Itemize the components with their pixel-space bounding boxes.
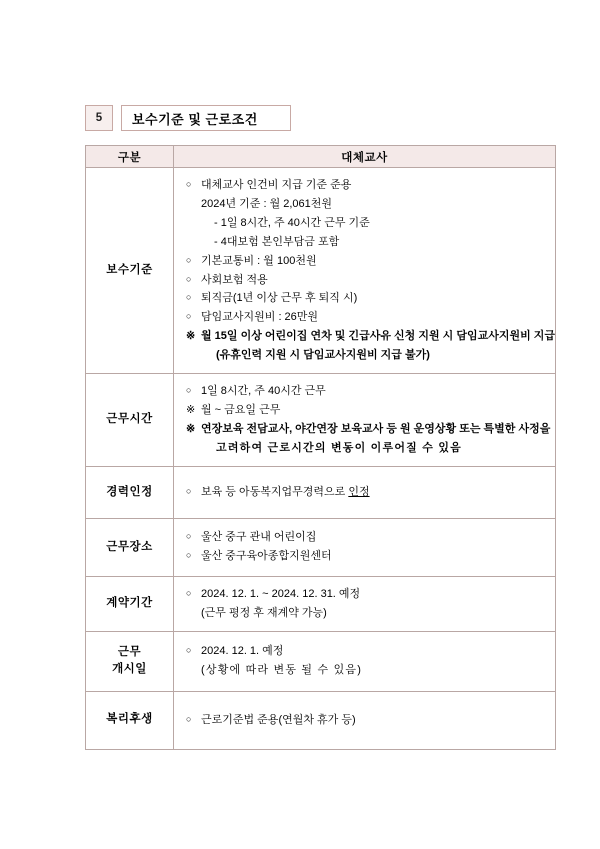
list-item — [186, 483, 545, 502]
row-content-work-location — [174, 518, 556, 576]
row-label-start-date — [86, 631, 174, 691]
row-content-start-date — [174, 631, 556, 691]
list-item: ○ 근로기준법 준용(연월차 휴가 등) — [186, 711, 545, 730]
list-item: ○ 담임교사지원비 : 26만원 — [186, 308, 545, 327]
note-item: ※ 연장보육 전담교사, 야간연장 보육교사 등 원 운영상황 또는 특별한 사정을 — [186, 420, 545, 439]
section-heading — [85, 105, 555, 131]
list-item: (상황에 따라 변동 될 수 있음) — [201, 664, 363, 676]
table-row — [86, 518, 556, 576]
section-title: 보수기준 및 근로조건 — [121, 105, 291, 131]
section-number: 5 — [85, 105, 113, 131]
list-item: ○ 울산 중구 관내 어린이집 — [186, 528, 545, 547]
row-label-contract-period: 계약기간 — [86, 576, 174, 631]
list-item: ○ 사회보험 적용 — [186, 271, 545, 290]
list-item: ○ 1일 8시간, 주 40시간 근무 — [186, 382, 545, 401]
note-item: ※ 월 ~ 금요일 근무 — [186, 401, 545, 420]
table-row — [86, 691, 556, 749]
table-row — [86, 168, 556, 374]
career-text: 보육 등 아동복지업무경력으로 — [201, 485, 349, 498]
column-header-category: 구분 — [86, 146, 174, 168]
row-content-working-hours — [174, 374, 556, 467]
list-item: ○ 퇴직금(1년 이상 근무 후 퇴직 시) — [186, 289, 545, 308]
column-header-substitute-teacher: 대체교사 — [174, 146, 556, 168]
list-item: ○ 울산 중구육아종합지원센터 — [186, 547, 545, 566]
row-content-pay-standard — [174, 168, 556, 374]
row-label-start-date-line2: 개시일 — [112, 663, 147, 675]
list-item: 2024년 기준 : 월 2,061천원 — [201, 197, 333, 210]
row-label-welfare: 복리후생 — [86, 691, 174, 749]
row-content-career-recognition — [174, 466, 556, 518]
table-row — [86, 631, 556, 691]
list-item: ○ 기본교통비 : 월 100천원 — [186, 252, 545, 271]
row-content-contract-period — [174, 576, 556, 631]
list-item: (근무 평정 후 재계약 가능) — [201, 606, 327, 619]
list-item: - 4대보험 본인부담금 포함 — [214, 235, 340, 248]
note-item: ※ 월 15일 이상 어린이집 연차 및 긴급사유 신청 지원 시 담임교사지원비 지급 — [186, 327, 545, 346]
row-label-start-date-line1: 근무 — [117, 645, 142, 658]
list-item: ○ 대체교사 인건비 지급 기준 준용 — [186, 176, 545, 195]
row-label-working-hours: 근무시간 — [86, 374, 174, 467]
row-content-welfare — [174, 691, 556, 749]
list-item: ○ 2024. 12. 1. 예정 — [186, 642, 545, 661]
conditions-table — [85, 145, 556, 750]
row-label-pay-standard: 보수기준 — [86, 168, 174, 374]
table-row — [86, 374, 556, 467]
list-item: - 1일 8시간, 주 40시간 근무 기준 — [214, 216, 370, 229]
row-label-work-location: 근무장소 — [86, 518, 174, 576]
table-row — [86, 576, 556, 631]
career-text-underlined: 인정 — [348, 485, 370, 498]
table-header-row — [86, 146, 556, 168]
list-item: ○ 2024. 12. 1. ~ 2024. 12. 31. 예정 — [186, 585, 545, 604]
table-row — [86, 466, 556, 518]
row-label-career-recognition: 경력인정 — [86, 466, 174, 518]
note-item-continued: 고려하여 근로시간의 변동이 이루어질 수 있음 — [216, 441, 462, 454]
note-item-continued: (유휴인력 지원 시 담임교사지원비 지급 불가) — [216, 349, 430, 362]
